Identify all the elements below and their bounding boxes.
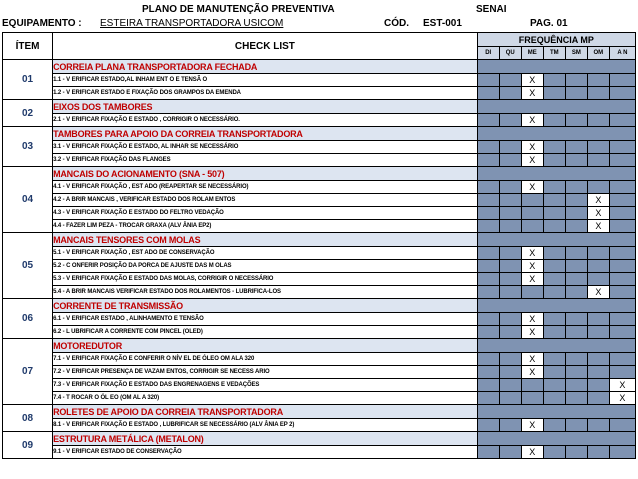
task-row <box>3 326 636 339</box>
equipment-value: ESTEIRA TRANSPORTADORA USICOM <box>100 18 284 29</box>
frequency-cell <box>587 141 609 154</box>
frequency-cell <box>543 379 565 392</box>
frequency-cell <box>565 392 587 405</box>
section-row <box>3 167 636 181</box>
item-number: 06 <box>3 299 53 339</box>
task-row <box>3 366 636 379</box>
frequency-mark: X <box>521 313 543 326</box>
section-frequency-fill <box>477 233 635 247</box>
frequency-cell <box>477 207 499 220</box>
task-text: 5.2 - C ONFERIR POSIÇÃO DA PORCA DE AJUSTE DAS M OLAS <box>53 260 478 273</box>
task-text: 7.1 - V ERIFICAR FIXAÇÃO E CONFERIR O NÍV EL DE ÓLEO OM ALA 320 <box>53 353 478 366</box>
task-row <box>3 154 636 167</box>
frequency-cell <box>499 353 521 366</box>
frequency-cell <box>565 74 587 87</box>
frequency-cell <box>609 446 635 459</box>
frequency-cell <box>477 154 499 167</box>
frequency-cell <box>477 74 499 87</box>
section-frequency-fill <box>477 100 635 114</box>
task-text: 4.3 - V ERIFICAR FIXAÇÃO E ESTADO DO FELTRO VEDAÇÃO <box>53 207 478 220</box>
task-text: 1.2 - V ERIFICAR ESTADO E FIXAÇÃO DOS GRAMPOS DA EMENDA <box>53 87 478 100</box>
item-number: 07 <box>3 339 53 405</box>
task-row <box>3 260 636 273</box>
frequency-code-header: TM <box>543 47 565 60</box>
frequency-cell <box>543 313 565 326</box>
frequency-cell <box>587 366 609 379</box>
frequency-mark: X <box>587 194 609 207</box>
frequency-cell <box>587 379 609 392</box>
frequency-cell <box>587 114 609 127</box>
section-title: MOTOREDUTOR <box>53 339 478 353</box>
equipment-label: EQUIPAMENTO : <box>2 18 82 29</box>
frequency-cell <box>565 247 587 260</box>
task-row <box>3 87 636 100</box>
frequency-cell <box>543 87 565 100</box>
task-row <box>3 207 636 220</box>
frequency-cell <box>499 313 521 326</box>
task-text: 5.4 - A BRIR MANCAIS VERIFICAR ESTADO DOS ROLAMENTOS - LUBRIFICA-LOS <box>53 286 478 299</box>
frequency-cell <box>477 273 499 286</box>
section-frequency-fill <box>477 127 635 141</box>
frequency-cell <box>477 366 499 379</box>
frequency-code-header: DI <box>477 47 499 60</box>
frequency-cell <box>587 247 609 260</box>
task-row <box>3 247 636 260</box>
item-column-header: ÍTEM <box>3 33 53 60</box>
section-frequency-fill <box>477 167 635 181</box>
frequency-cell <box>587 353 609 366</box>
frequency-cell <box>565 181 587 194</box>
task-row <box>3 141 636 154</box>
task-text: 3.1 - V ERIFICAR FIXAÇÃO E ESTADO, AL INHAR SE NECESSÁRIO <box>53 141 478 154</box>
frequency-cell <box>609 220 635 233</box>
task-row <box>3 313 636 326</box>
task-text: 7.4 - T ROCAR O ÓL EO (OM AL A 320) <box>53 392 478 405</box>
frequency-mark: X <box>521 181 543 194</box>
frequency-cell <box>565 379 587 392</box>
item-number: 03 <box>3 127 53 167</box>
frequency-cell <box>521 379 543 392</box>
frequency-cell <box>565 87 587 100</box>
frequency-cell <box>609 366 635 379</box>
frequency-cell <box>499 181 521 194</box>
frequency-cell <box>587 74 609 87</box>
frequency-cell <box>499 74 521 87</box>
frequency-mark: X <box>521 353 543 366</box>
task-row <box>3 74 636 87</box>
task-text: 2.1 - V ERIFICAR FIXAÇÃO E ESTADO , CORRIGIR O NECESSÁRIO. <box>53 114 478 127</box>
frequency-mark: X <box>521 247 543 260</box>
frequency-mark: X <box>521 273 543 286</box>
org-name: SENAI <box>476 4 507 15</box>
task-row <box>3 392 636 405</box>
code-label: CÓD. <box>384 18 409 29</box>
frequency-cell <box>565 313 587 326</box>
section-row <box>3 405 636 419</box>
frequency-cell <box>565 141 587 154</box>
item-number: 08 <box>3 405 53 432</box>
frequency-cell <box>499 392 521 405</box>
plan-title: PLANO DE MANUTENÇÃO PREVENTIVA <box>142 4 335 15</box>
frequency-cell <box>499 220 521 233</box>
task-row <box>3 220 636 233</box>
frequency-cell <box>587 313 609 326</box>
frequency-cell <box>587 87 609 100</box>
frequency-cell <box>477 114 499 127</box>
frequency-cell <box>609 260 635 273</box>
frequency-cell <box>477 141 499 154</box>
frequency-cell <box>477 419 499 432</box>
frequency-cell <box>521 286 543 299</box>
task-row <box>3 114 636 127</box>
frequency-cell <box>543 446 565 459</box>
frequency-cell <box>499 194 521 207</box>
frequency-cell <box>477 353 499 366</box>
frequency-cell <box>499 286 521 299</box>
section-frequency-fill <box>477 432 635 446</box>
frequency-cell <box>499 154 521 167</box>
frequency-cell <box>477 87 499 100</box>
task-row <box>3 273 636 286</box>
task-row <box>3 353 636 366</box>
frequency-cell <box>477 181 499 194</box>
task-text: 4.2 - A BRIR MANCAIS , VERIFICAR ESTADO DOS ROLAM ENTOS <box>53 194 478 207</box>
item-number: 09 <box>3 432 53 459</box>
frequency-cell <box>543 181 565 194</box>
frequency-mark: X <box>521 74 543 87</box>
section-title: CORREIA PLANA TRANSPORTADORA FECHADA <box>53 60 478 74</box>
frequency-mark: X <box>609 379 635 392</box>
section-row <box>3 299 636 313</box>
section-row <box>3 233 636 247</box>
frequency-cell <box>499 419 521 432</box>
frequency-cell <box>477 446 499 459</box>
frequency-cell <box>609 207 635 220</box>
frequency-code-header: QU <box>499 47 521 60</box>
frequency-cell <box>565 154 587 167</box>
task-text: 7.2 - V ERIFICAR PRESENÇA DE VAZAM ENTOS, CORRIGIR SE NECESS ARIO <box>53 366 478 379</box>
frequency-cell <box>543 207 565 220</box>
frequency-mark: X <box>609 392 635 405</box>
frequency-mark: X <box>521 366 543 379</box>
task-row <box>3 194 636 207</box>
section-title: TAMBORES PARA APOIO DA CORREIA TRANSPORTADORA <box>53 127 478 141</box>
task-text: 5.1 - V ERIFICAR FIXAÇÃO , EST ADO DE CONSERVAÇÃO <box>53 247 478 260</box>
frequency-cell <box>477 313 499 326</box>
frequency-cell <box>477 247 499 260</box>
frequency-cell <box>499 273 521 286</box>
frequency-cell <box>609 74 635 87</box>
frequency-cell <box>609 87 635 100</box>
frequency-mark: X <box>521 154 543 167</box>
frequency-cell <box>609 273 635 286</box>
frequency-cell <box>587 181 609 194</box>
frequency-cell <box>499 366 521 379</box>
section-title: MANCAIS TENSORES COM MOLAS <box>53 233 478 247</box>
section-row <box>3 432 636 446</box>
frequency-cell <box>609 154 635 167</box>
frequency-cell <box>477 286 499 299</box>
item-number: 04 <box>3 167 53 233</box>
frequency-cell <box>499 379 521 392</box>
section-title: MANCAIS DO ACIONAMENTO (SNA - 507) <box>53 167 478 181</box>
frequency-mark: X <box>587 220 609 233</box>
frequency-mark: X <box>521 419 543 432</box>
frequency-cell <box>587 419 609 432</box>
section-row <box>3 60 636 74</box>
frequency-cell <box>477 220 499 233</box>
frequency-cell <box>609 181 635 194</box>
frequency-code-header: A N <box>609 47 635 60</box>
frequency-mark: X <box>521 326 543 339</box>
checklist-column-header: CHECK LIST <box>53 33 478 60</box>
task-text: 6.2 - L UBRIFICAR A CORRENTE COM PINCEL (OLED) <box>53 326 478 339</box>
frequency-mark: X <box>521 446 543 459</box>
item-number: 02 <box>3 100 53 127</box>
frequency-cell <box>499 207 521 220</box>
task-row <box>3 446 636 459</box>
code-value: EST-001 <box>423 18 462 29</box>
frequency-cell <box>499 141 521 154</box>
frequency-cell <box>543 74 565 87</box>
task-text: 4.1 - V ERIFICAR FIXAÇÃO , EST ADO (REAPERTAR SE NECESSÁRIO) <box>53 181 478 194</box>
frequency-cell <box>587 326 609 339</box>
section-row <box>3 100 636 114</box>
frequency-cell <box>543 154 565 167</box>
document-header <box>0 0 638 32</box>
frequency-cell <box>565 220 587 233</box>
section-title: EIXOS DOS TAMBORES <box>53 100 478 114</box>
frequency-cell <box>565 366 587 379</box>
frequency-cell <box>477 326 499 339</box>
frequency-cell <box>565 273 587 286</box>
frequency-cell <box>543 419 565 432</box>
task-text: 6.1 - V ERIFICAR ESTADO , ALINHAMENTO E TENSÃO <box>53 313 478 326</box>
task-text: 5.3 - V ERIFICAR FIXAÇÃO E ESTADO DAS MOLAS, CORRIGIR O NECESSÁRIO <box>53 273 478 286</box>
section-frequency-fill <box>477 405 635 419</box>
frequency-cell <box>565 207 587 220</box>
frequency-cell <box>587 154 609 167</box>
item-number: 01 <box>3 60 53 100</box>
frequency-cell <box>521 207 543 220</box>
frequency-cell <box>543 392 565 405</box>
frequency-cell <box>587 446 609 459</box>
frequency-cell <box>477 194 499 207</box>
task-row <box>3 379 636 392</box>
task-text: 8.1 - V ERIFICAR FIXAÇÃO E ESTADO , LUBRIFICAR SE NECESSÁRIO (ALV ÂNIA EP 2) <box>53 419 478 432</box>
frequency-cell <box>499 446 521 459</box>
frequency-cell <box>543 194 565 207</box>
page-number: PAG. 01 <box>530 18 568 29</box>
frequency-cell <box>499 87 521 100</box>
section-title: CORRENTE DE TRANSMISSÃO <box>53 299 478 313</box>
frequency-cell <box>543 273 565 286</box>
frequency-cell <box>565 326 587 339</box>
frequency-cell <box>543 141 565 154</box>
frequency-cell <box>543 220 565 233</box>
frequency-mark: X <box>521 87 543 100</box>
frequency-cell <box>609 353 635 366</box>
frequency-cell <box>565 194 587 207</box>
frequency-cell <box>543 114 565 127</box>
frequency-cell <box>521 194 543 207</box>
section-row <box>3 127 636 141</box>
frequency-cell <box>543 366 565 379</box>
frequency-cell <box>521 220 543 233</box>
frequency-cell <box>477 379 499 392</box>
task-text: 3.2 - V ERIFICAR FIXAÇÃO DAS FLANGES <box>53 154 478 167</box>
frequency-cell <box>565 353 587 366</box>
frequency-cell <box>609 419 635 432</box>
frequency-cell <box>499 114 521 127</box>
frequency-cell <box>499 260 521 273</box>
frequency-header: FREQUÊNCIA MP <box>477 33 635 47</box>
section-row <box>3 339 636 353</box>
frequency-cell <box>565 114 587 127</box>
frequency-cell <box>609 286 635 299</box>
task-row <box>3 419 636 432</box>
frequency-cell <box>477 260 499 273</box>
frequency-cell <box>587 392 609 405</box>
frequency-cell <box>543 353 565 366</box>
frequency-mark: X <box>587 286 609 299</box>
section-title: ESTRUTURA METÁLICA (METALON) <box>53 432 478 446</box>
frequency-code-header: OM <box>587 47 609 60</box>
section-frequency-fill <box>477 60 635 74</box>
task-text: 9.1 - V ERIFICAR ESTADO DE CONSERVAÇÃO <box>53 446 478 459</box>
task-row <box>3 181 636 194</box>
frequency-cell <box>609 313 635 326</box>
section-title: ROLETES DE APOIO DA CORREIA TRANSPORTADORA <box>53 405 478 419</box>
frequency-mark: X <box>587 207 609 220</box>
task-row <box>3 286 636 299</box>
frequency-mark: X <box>521 114 543 127</box>
frequency-cell <box>543 326 565 339</box>
frequency-cell <box>543 247 565 260</box>
frequency-cell <box>565 260 587 273</box>
section-frequency-fill <box>477 339 635 353</box>
frequency-cell <box>499 326 521 339</box>
item-number: 05 <box>3 233 53 299</box>
task-text: 1.1 - V ERIFICAR ESTADO,AL INHAM ENT O E TENSÃ O <box>53 74 478 87</box>
frequency-cell <box>587 260 609 273</box>
frequency-mark: X <box>521 141 543 154</box>
frequency-cell <box>565 286 587 299</box>
frequency-cell <box>499 247 521 260</box>
frequency-mark: X <box>521 260 543 273</box>
frequency-cell <box>477 392 499 405</box>
frequency-cell <box>587 273 609 286</box>
frequency-cell <box>543 286 565 299</box>
frequency-cell <box>609 194 635 207</box>
checklist-table <box>2 32 636 459</box>
frequency-cell <box>565 446 587 459</box>
frequency-cell <box>565 419 587 432</box>
task-text: 4.4 - FAZER LIM PEZA - TROCAR GRAXA (ALV ÂNIA EP2) <box>53 220 478 233</box>
section-frequency-fill <box>477 299 635 313</box>
frequency-cell <box>543 260 565 273</box>
frequency-cell <box>609 247 635 260</box>
frequency-cell <box>521 392 543 405</box>
frequency-cell <box>609 326 635 339</box>
frequency-code-header: SM <box>565 47 587 60</box>
task-text: 7.3 - V ERIFICAR FIXAÇÃO E ESTADO DAS ENGRENAGENS E VEDAÇÕES <box>53 379 478 392</box>
frequency-cell <box>609 114 635 127</box>
frequency-cell <box>609 141 635 154</box>
frequency-code-header: ME <box>521 47 543 60</box>
